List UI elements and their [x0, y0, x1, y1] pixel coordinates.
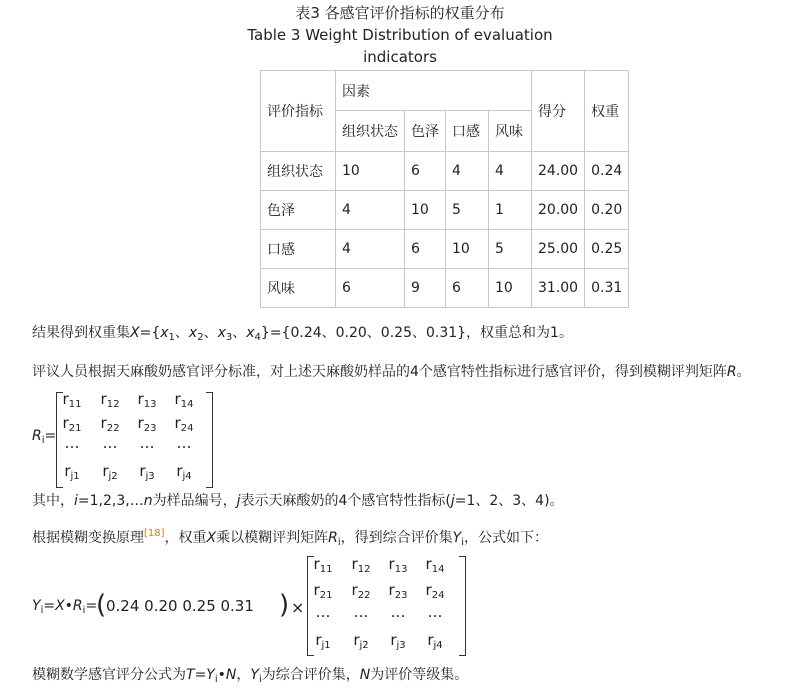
- text-run: i: [258, 674, 262, 685]
- text-run: i: [461, 537, 464, 548]
- text-run: }={0.24、0.20、0.25、0.31}，权重总和为1。: [260, 325, 573, 341]
- text-run: x: [188, 325, 198, 341]
- matrix-cell: $r_{13}$: [388, 555, 408, 575]
- row-label: 口感: [261, 230, 336, 269]
- matrix-cell: $r_{11}$: [313, 555, 333, 575]
- matrix-cell: $r_{j1}$: [315, 631, 331, 651]
- matrix-cell: …: [139, 434, 155, 452]
- matrix-cell: $r_{j2}$: [353, 631, 369, 651]
- matrix-right-bracket: [459, 556, 466, 656]
- weight-cell: 0.31: [585, 269, 629, 308]
- cell: 5: [446, 191, 489, 230]
- cell: 4: [446, 152, 489, 191]
- text-run: 为综合评价集，: [261, 667, 360, 683]
- paragraph-fuzzy-transform: [32, 527, 548, 549]
- factor-col: 色泽: [405, 111, 446, 152]
- score-cell: 24.00: [532, 152, 585, 191]
- text-run: i: [74, 493, 78, 509]
- text-run: =1,2,3,…: [77, 493, 144, 509]
- matrix-cell: …: [315, 603, 331, 621]
- text-run: 根据模糊变换原理: [32, 530, 144, 546]
- text-run: n: [143, 493, 153, 509]
- paragraph-evaluation: [32, 361, 751, 383]
- matrix-cell: …: [390, 603, 406, 621]
- factor-col: 风味: [489, 111, 532, 152]
- text-run: X: [206, 530, 217, 546]
- matrix-cell: …: [64, 434, 80, 452]
- header-factor: 因素: [336, 71, 532, 111]
- text-run: T: [186, 667, 195, 683]
- cell: 6: [336, 269, 405, 308]
- text-run: R: [328, 530, 338, 546]
- matrix-cell: $r_{j3}$: [139, 462, 155, 482]
- text-run: N: [225, 667, 237, 683]
- cell: 4: [489, 152, 532, 191]
- text-run: 为样品编号，: [152, 493, 237, 509]
- header-score: 得分: [532, 71, 585, 152]
- matrix-cell: $r_{21}$: [62, 414, 82, 434]
- matrix-cell: …: [427, 603, 443, 621]
- text-run: 、: [174, 325, 189, 341]
- right-paren: ): [279, 590, 290, 620]
- cell: 10: [336, 152, 405, 191]
- table-row: [261, 230, 629, 269]
- matrix-cell: $r_{14}$: [174, 390, 194, 410]
- table-caption-en-line1: Table 3 Weight Distribution of evaluation: [247, 26, 553, 44]
- text-run: 、: [203, 325, 218, 341]
- table-row: [261, 152, 629, 191]
- cell: 4: [336, 230, 405, 269]
- weight-vector: 0.24 0.20 0.25 0.31: [106, 597, 254, 615]
- matrix-cell: $r_{22}$: [100, 414, 120, 434]
- cell: 6: [405, 152, 446, 191]
- text-run: ，得到综合评价集: [340, 530, 453, 546]
- header-indicator: 评价指标: [261, 71, 336, 152]
- matrix-cell: $r_{12}$: [100, 390, 120, 410]
- matrix-cell: $r_{21}$: [313, 581, 333, 601]
- text-run: i: [337, 537, 341, 548]
- text-run: 表示天麻酸奶的4个感官特性指标(: [240, 493, 451, 509]
- text-run: N: [359, 667, 371, 683]
- row-label: 色泽: [261, 191, 336, 230]
- matrix-cell: $r_{23}$: [388, 581, 408, 601]
- matrix-cell: $r_{j2}$: [102, 462, 118, 482]
- matrix-cell: …: [176, 434, 192, 452]
- paragraph-score-formula: [32, 664, 468, 686]
- matrix-cell: $r_{j4}$: [427, 631, 443, 651]
- score-cell: 20.00: [532, 191, 585, 230]
- factor-col: 口感: [446, 111, 489, 152]
- matrix-cell: $r_{j3}$: [390, 631, 406, 651]
- matrix-cell: $r_{22}$: [351, 581, 371, 601]
- text-run: 、: [232, 325, 247, 341]
- times-sign: ×: [291, 598, 305, 617]
- score-cell: 25.00: [532, 230, 585, 269]
- matrix-cell: …: [353, 603, 369, 621]
- matrix-cell: $r_{14}$: [425, 555, 445, 575]
- score-cell: 31.00: [532, 269, 585, 308]
- weight-table: [260, 70, 629, 308]
- text-run: ={: [139, 325, 161, 341]
- table-caption-en-line2: indicators: [363, 48, 437, 66]
- matrix-cell: $r_{24}$: [174, 414, 194, 434]
- matrix-cell: $r_{24}$: [425, 581, 445, 601]
- text-run: =: [194, 667, 207, 683]
- matrix-cell: $r_{j4}$: [176, 462, 192, 482]
- formula-lhs: $Y_i=X•R_i=$: [32, 598, 98, 616]
- text-run: ，公式如下：: [463, 530, 548, 546]
- cell: 1: [489, 191, 532, 230]
- paragraph-weight-set: 结果得到权重集$X=\{x_1$、$x_2$、$x_3$、$x_4\}=\{0.24$、0.20、0.25、0.31}，权重总和为1。: [32, 325, 573, 343]
- text-run: 结果得到权重集: [32, 325, 130, 341]
- cell: 4: [336, 191, 405, 230]
- text-run: i: [214, 674, 218, 685]
- text-run: x: [160, 325, 169, 341]
- left-paren: (: [96, 590, 107, 620]
- weight-cell: 0.20: [585, 191, 629, 230]
- cell: 10: [405, 191, 446, 230]
- text-run: 评议人员根据天麻酸奶感官评分标准，对上述天麻酸奶样品的4个感官特性指标进行感官评价，得到模糊评判矩阵: [32, 364, 727, 380]
- text-run: 乘以模糊评判矩阵: [216, 530, 329, 546]
- cell: 10: [446, 230, 489, 269]
- matrix-cell: …: [102, 434, 118, 452]
- factor-col: 组织状态: [336, 111, 405, 152]
- weight-cell: 0.24: [585, 152, 629, 191]
- matrix-cell: $r_{j1}$: [64, 462, 80, 482]
- cell: 6: [405, 230, 446, 269]
- matrix-cell: $r_{11}$: [62, 390, 82, 410]
- text-run: 为评价等级集。: [370, 667, 469, 683]
- paragraph-index-def: [32, 490, 564, 512]
- text-run: X: [130, 325, 140, 341]
- citation-link[interactable]: [18]: [144, 528, 165, 539]
- text-run: 其中，: [32, 493, 74, 509]
- text-run: j: [450, 493, 455, 509]
- text-run: R: [726, 364, 737, 380]
- cell: 10: [489, 269, 532, 308]
- text-run: Y: [206, 667, 215, 683]
- text-run: x: [246, 325, 255, 341]
- text-run: Y: [452, 530, 462, 546]
- text-run: =1、2、3、4)。: [454, 493, 564, 509]
- matrix-cell: $r_{12}$: [351, 555, 371, 575]
- table-caption-cn: 表3 各感官评价指标的权重分布: [295, 4, 505, 22]
- table-row: [261, 191, 629, 230]
- text-run: 。: [736, 364, 751, 380]
- row-label: 组织状态: [261, 152, 336, 191]
- header-weight: 权重: [585, 71, 629, 152]
- text-run: j: [236, 493, 241, 509]
- weight-cell: 0.25: [585, 230, 629, 269]
- matrix-r-label: $R_i=$: [32, 428, 57, 446]
- matrix-right-bracket: [206, 392, 213, 488]
- text-run: ，权重: [164, 530, 207, 546]
- text-run: •: [217, 667, 226, 683]
- row-label: 风味: [261, 269, 336, 308]
- text-run: 模糊数学感官评分公式为: [32, 667, 186, 683]
- text-run: ，: [236, 667, 251, 683]
- cell: 9: [405, 269, 446, 308]
- table-row: [261, 269, 629, 308]
- cell: 5: [489, 230, 532, 269]
- text-run: Y: [250, 667, 259, 683]
- cell: 6: [446, 269, 489, 308]
- text-run: x: [217, 325, 226, 341]
- matrix-cell: $r_{13}$: [137, 390, 157, 410]
- matrix-cell: $r_{23}$: [137, 414, 157, 434]
